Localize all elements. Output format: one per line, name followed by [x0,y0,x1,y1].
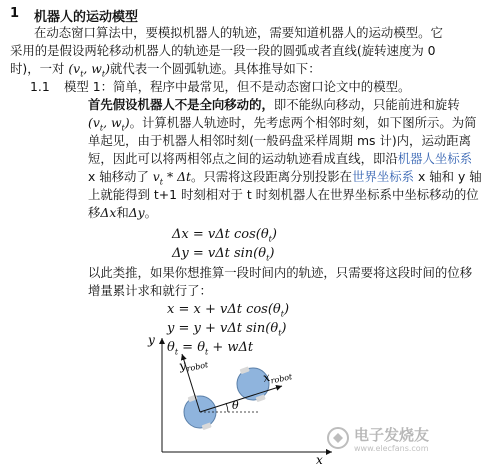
para1-l5a: x 轴移动了 [88,169,153,184]
section-title: 模型 1：简单，程序中最常见，但不是动态窗口论文中的模型。 [64,79,411,94]
equation-dy: Δy = vΔt $\sin(\theta_t)$ [172,246,275,263]
world-frame-link[interactable]: 世界坐标系 [352,169,415,184]
heading-title: 机器人的运动模型 [34,10,139,25]
x-robot-label: $x_{robot}$ [261,369,293,386]
theta-arc [226,403,228,412]
intro-text-2: 就代表一个圆弧轨迹。具体推导如下： [109,61,321,76]
para1-l2: 。计算机器人轨迹时，先考虑两个相邻时刻，如下图所示。为简 [129,115,477,130]
equation-y: y = y + vΔt $\sin(\theta_t)$ [167,321,287,338]
para1-line-5: x 轴移动了 $v_t$ * Δt。只需将这段距离分别投影在世界坐标系 x 轴和 y 轴 [88,169,482,187]
elecfans-logo-icon [326,426,350,450]
axis-y-label: y [148,333,155,347]
intro-pair: ($v_t$, $w_t$) [68,61,110,79]
intro-text: 时)，一对 [10,61,69,76]
para1-l5b: 。只需将这段距离分别投影在 [191,169,353,184]
para1-line-1 [88,96,460,114]
watermark-text: 电子发烧友 [354,426,430,444]
equation-dx: Δx = vΔt $\cos(\theta_t)$ [172,227,277,244]
intro-line-1: 在动态窗口算法中，要模拟机器人的轨迹，需要知道机器人的运动模型。它 [34,25,443,40]
para1-line-7: 移Δx和Δy。 [88,205,158,220]
para1-l4: 短，因此可以将两相邻点之间的运动轨迹看成直线，即沿 [88,151,398,166]
axis-x-label: x [316,453,323,467]
intro-line-2: 采用的是假设两轮移动机器人的轨迹是一段一段的圆弧或者直线(旋转速度为 0 [10,43,436,58]
para1-l1rest: 即不能纵向移动，只能前进和旋转 [273,97,460,112]
theta-label: θ [232,399,239,412]
para1-line-6: 上就能得到 t+1 时刻相对于 t 时刻机器人在世界坐标系中坐标移动的位 [88,187,479,202]
equation-theta: $\theta_t = \theta_t + w\Delta t$ [167,340,254,357]
equation-x: x = x + vΔt $\cos(\theta_t)$ [167,302,290,319]
para2-line-1: 以此类推，如果你想推算一段时间内的轨迹，只需要将这段时间的位移 [88,265,473,280]
para1-line-2: ($v_t$, $w_t$)。计算机器人轨迹时，先考虑两个相邻时刻，如下图所示。为简 [88,115,477,133]
y-robot-label: $y_{robot}$ [177,357,209,374]
para1-line-4 [88,150,472,168]
section-number: 1.1 [30,79,50,94]
para1-line-3: 单起见，由于机器人相邻时刻(一般码盘采样周期 ms 计)内，运动距离 [88,133,472,148]
para1-l5c: x 轴和 y 轴 [414,169,482,184]
watermark [326,422,466,458]
watermark-url: www.elecfans.com [354,444,429,453]
para1-bold: 首先假设机器人不是全向移动的， [88,97,274,112]
robot-frame-link[interactable]: 机器人坐标系 [397,151,473,166]
robot-motion-figure [140,330,340,467]
para2-line-2: 增量累计求和就行了： [88,283,212,298]
heading-number: 1 [10,6,20,21]
